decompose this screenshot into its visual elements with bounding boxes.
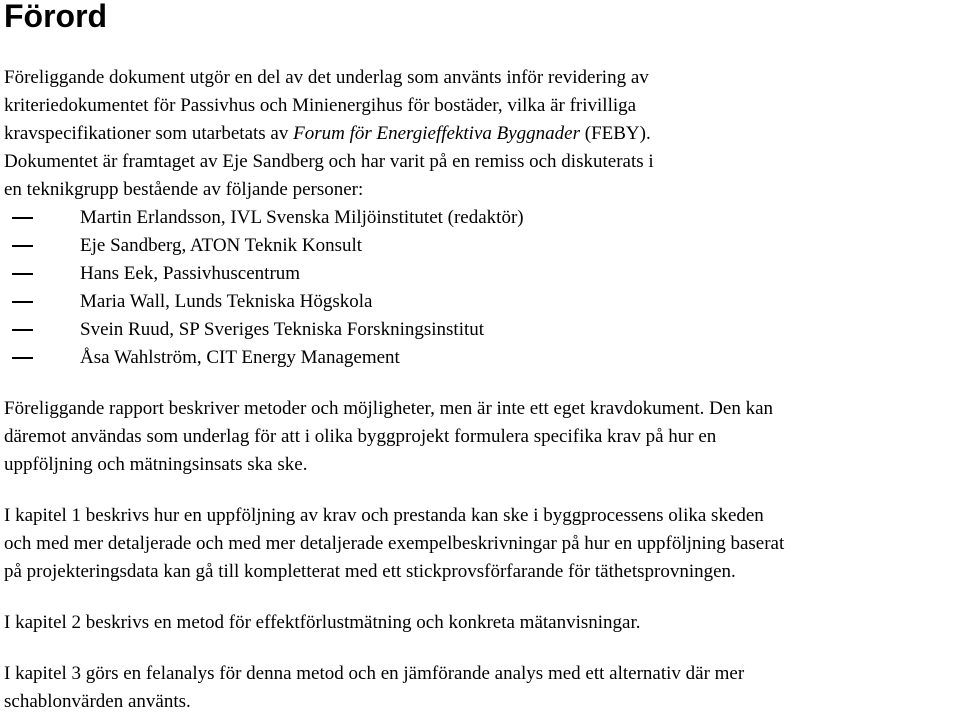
dash-bullet — [12, 245, 33, 247]
paragraph-line: Föreliggande rapport beskriver metoder och möjligheter, men är inte ett eget kravdokument. Den kan — [4, 398, 774, 419]
chapter-2-paragraph — [4, 609, 956, 637]
paragraph-line: på projekteringsdata kan gå till kompletterat med ett stickprovsförfarande för täthetsprovningen. — [4, 561, 736, 582]
intro-line — [4, 120, 956, 148]
list-item — [4, 288, 956, 316]
member-name: Åsa Wahlström, CIT Energy Management — [80, 347, 400, 368]
list-item — [4, 344, 956, 372]
intro-paragraph — [4, 64, 956, 204]
dash-bullet — [12, 329, 33, 331]
intro-line-start: kravspecifikationer som utarbetats av — [4, 123, 294, 144]
paragraph-line: schablonvärden använts. — [4, 691, 191, 712]
chapter-1-paragraph — [4, 502, 956, 586]
intro-line-end: (FEBY). — [580, 123, 651, 144]
list-item — [4, 204, 956, 232]
group-member-list — [4, 204, 956, 372]
member-name: Maria Wall, Lunds Tekniska Högskola — [80, 291, 373, 312]
intro-line: Föreliggande dokument utgör en del av det underlag som använts inför revidering av — [4, 67, 649, 88]
page-title: Förord — [4, 0, 108, 34]
paragraph-line: däremot användas som underlag för att i olika byggprojekt formulera specifika krav på hur en — [4, 426, 717, 447]
dash-bullet — [12, 357, 33, 359]
intro-line: en teknikgrupp bestående av följande personer: — [4, 179, 364, 200]
intro-line: kriteriedokumentet för Passivhus och Minienergihus för bostäder, vilka är frivilliga — [4, 95, 637, 116]
paragraph-line: I kapitel 2 beskrivs en metod för effektförlustmätning och konkreta mätanvisningar. — [4, 612, 641, 633]
report-paragraph — [4, 395, 956, 479]
member-name: Martin Erlandsson, IVL Svenska Miljöinstitutet (redaktör) — [80, 207, 524, 228]
member-name: Eje Sandberg, ATON Teknik Konsult — [80, 235, 363, 256]
paragraph-line: uppföljning och mätningsinsats ska ske. — [4, 454, 308, 475]
paragraph-line: I kapitel 3 görs en felanalys för denna metod och en jämförande analys med ett alternativ där mer — [4, 663, 745, 684]
dash-bullet — [12, 301, 33, 303]
member-name: Hans Eek, Passivhuscentrum — [80, 263, 301, 284]
dash-bullet — [12, 217, 33, 219]
member-name: Svein Ruud, SP Sveriges Tekniska Forskningsinstitut — [80, 319, 485, 340]
list-item — [4, 232, 956, 260]
paragraph-line: I kapitel 1 beskrivs hur en uppföljning av krav och prestanda kan ske i byggprocessens olika skeden — [4, 505, 764, 526]
chapter-3-paragraph — [4, 660, 956, 716]
list-item — [4, 316, 956, 344]
document-body — [4, 64, 956, 716]
dash-bullet — [12, 273, 33, 275]
forum-name: Forum för Energieffektiva Byggnader — [293, 123, 580, 144]
paragraph-line: och med mer detaljerade och med mer detaljerade exempelbeskrivningar på hur en uppföljning baserat — [4, 533, 785, 554]
list-item — [4, 260, 956, 288]
intro-line: Dokumentet är framtaget av Eje Sandberg och har varit på en remiss och diskuterats i — [4, 151, 654, 172]
